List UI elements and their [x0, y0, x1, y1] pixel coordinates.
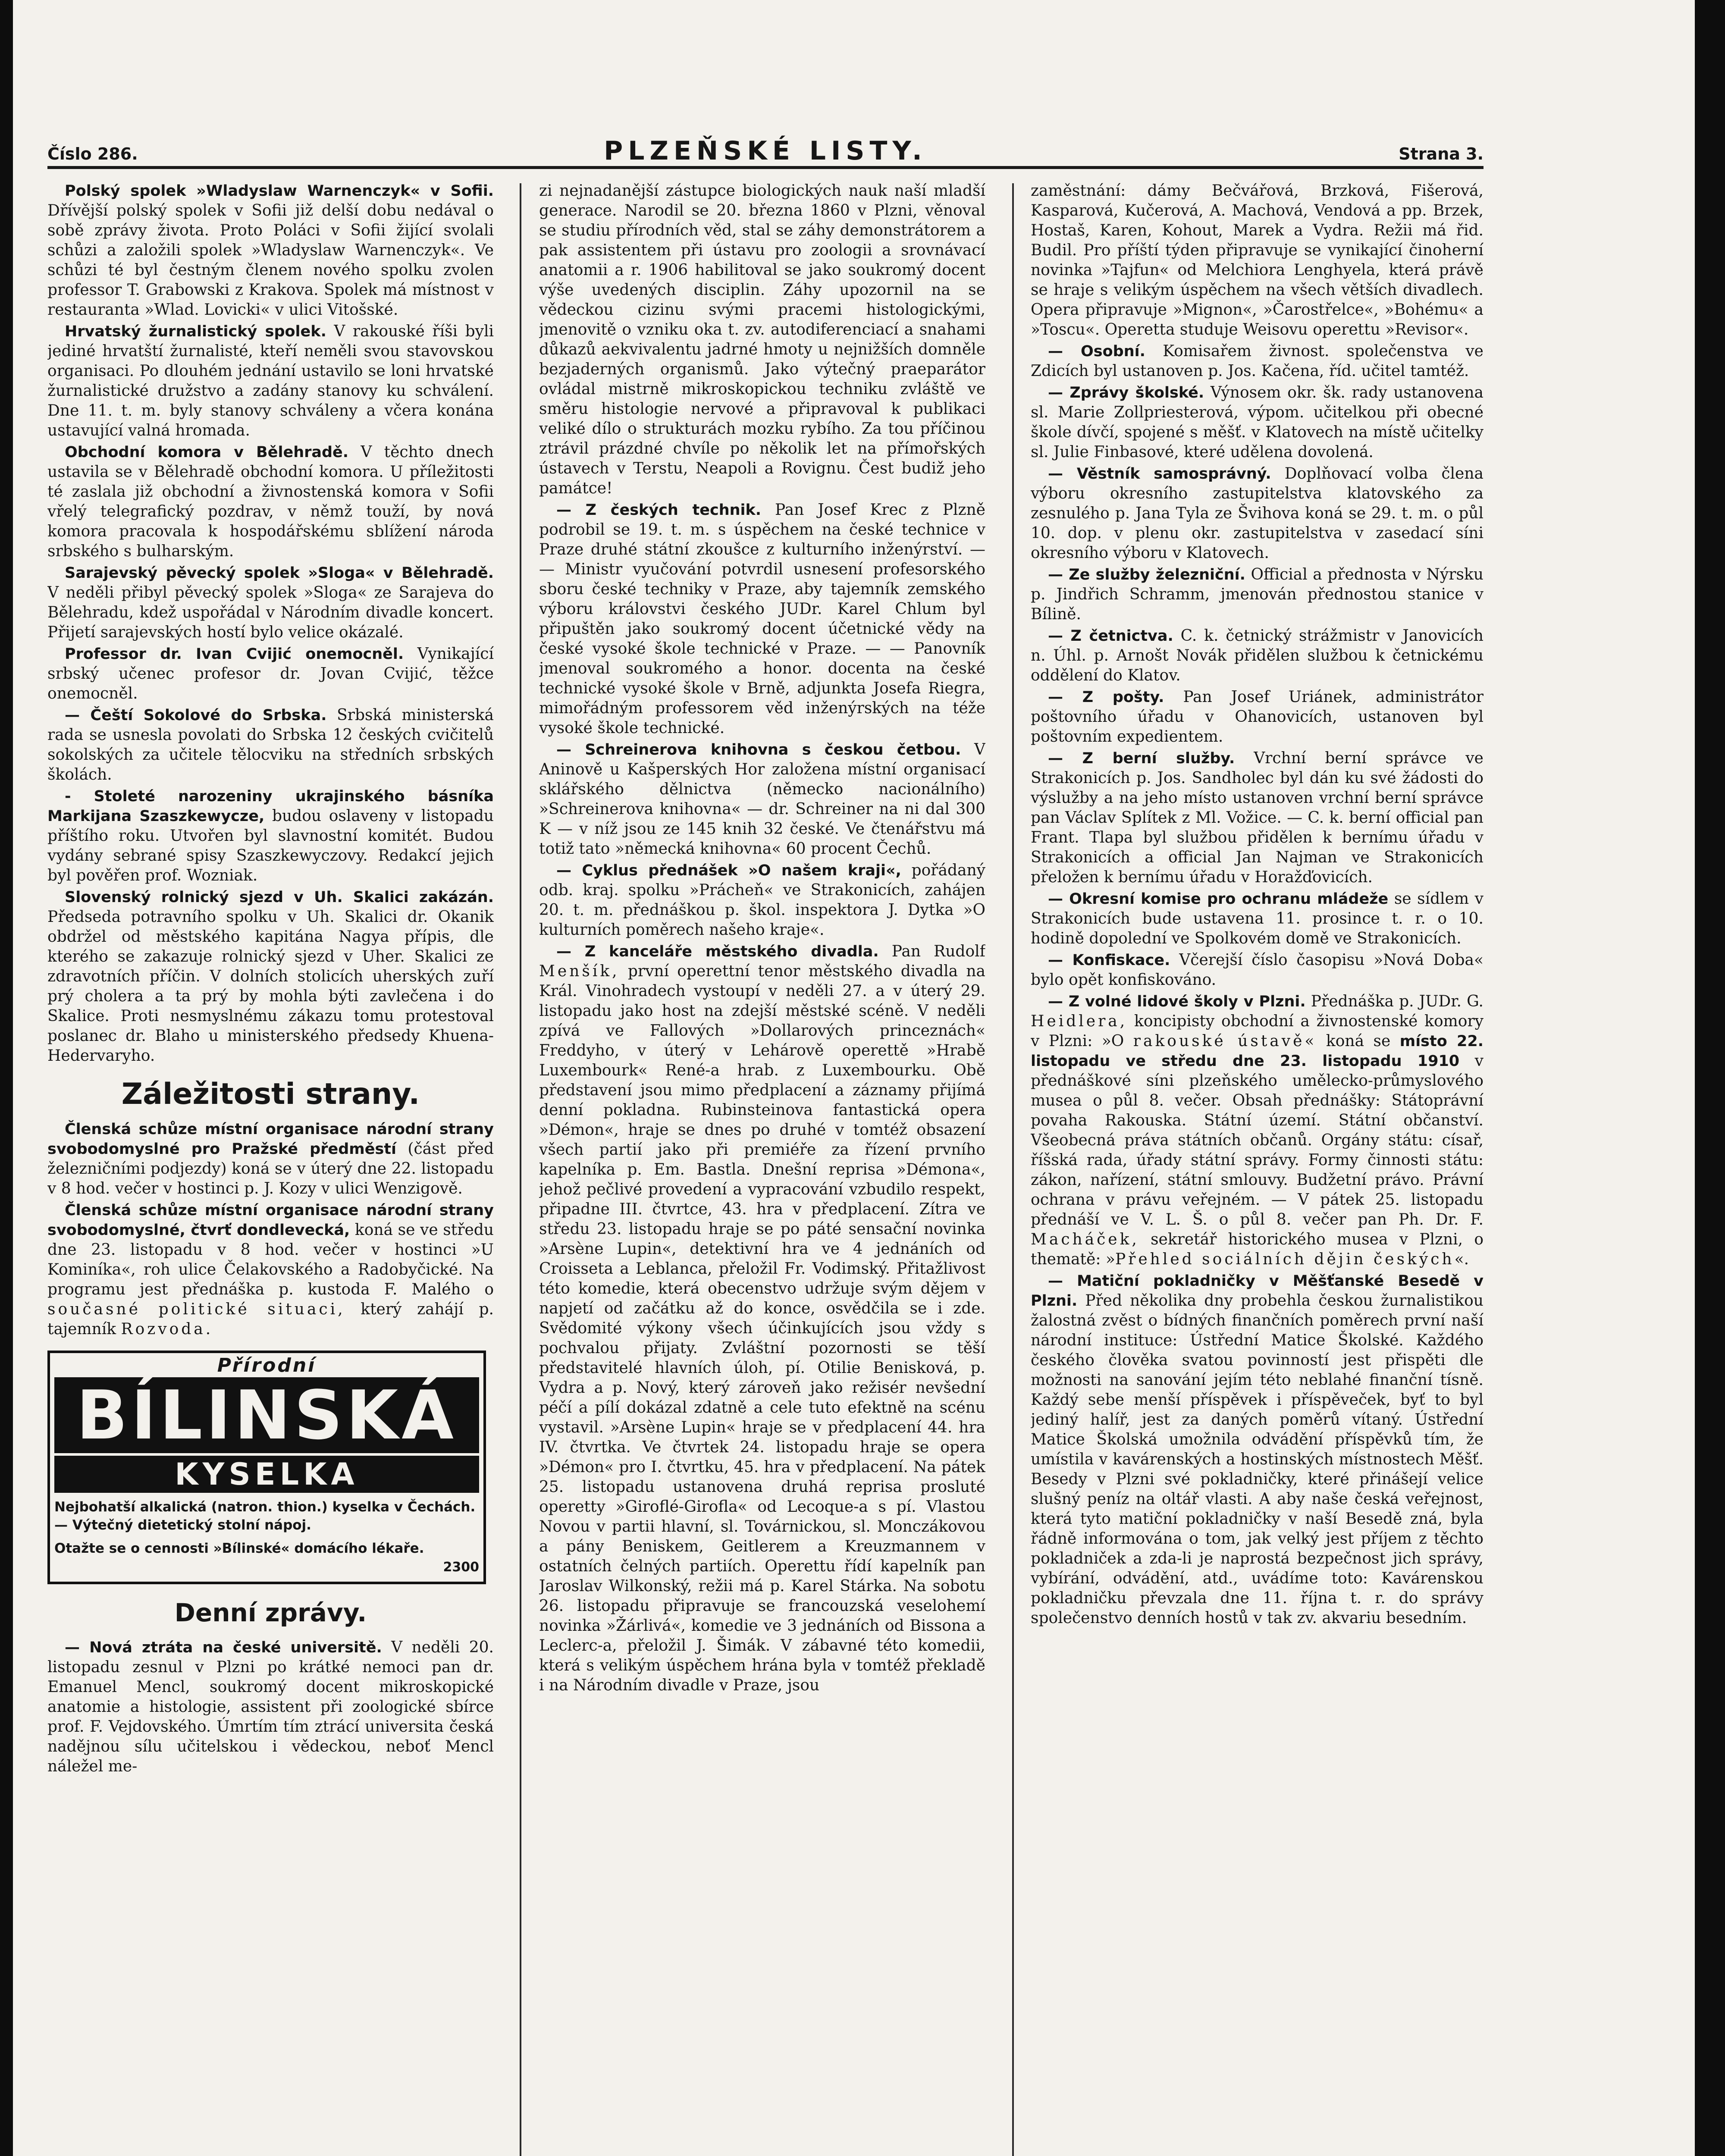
article [1031, 889, 1484, 949]
article-headline: Sarajevský pěvecký spolek »Sloga« v Bělehradě. [65, 564, 494, 582]
article-text: sekretář historického musea v Plzni, o thematě: » [1031, 1231, 1484, 1268]
article-headline: Obchodní komora v Bělehradě. [65, 444, 349, 461]
article [1031, 992, 1484, 1269]
advertisement-bilinska [47, 1351, 486, 1584]
article-text: Předseda potravního spolku v Uh. Skalici dr. Okanik obdržel od městského kapitána Nagya přípis, dle kterého se zakazuje rolnický sjezd v Uher. Skalici ze zdravotních příčin. V dolních stolicích uherských zuří prý cholera a ta prý by mohla býti zavlečena i do Skalice. Proti nesmyslnému zákazu tomu protestoval poslanec dr. Blaho u ministerského předsedy Khuena-Hedervaryho. [47, 908, 494, 1065]
article-text: (část před železničními podjezdy) koná se v úterý dne 22. listopadu v 8 hod. večer v hostinci p. J. Kozy v ulici Wenzigově. [47, 1140, 494, 1197]
article-headline: Členská schůze místní organisace národní strany svobodomyslné pro Pražské předměstí [47, 1121, 494, 1158]
column-rule [520, 183, 521, 2156]
article-headline: — Konfiskace. [1048, 952, 1170, 969]
section-heading-daily-news: Denní zprávy. [174, 1598, 367, 1627]
article [47, 787, 494, 886]
article-text: Pan Rudolf [891, 943, 985, 960]
article-text: pořádaný odb. kraj. spolku »Prácheň« ve Strakonicích, zahájen 20. t. m. přednáškou p. škol. inspektora J. Dytka »O kulturních poměrech našeho kraje«. [539, 862, 985, 939]
article-text: v přednáškové síni plzeňského umělecko-průmyslového musea o půl 8. večer. Obsah přednášky: Státoprávní povaha Rakouska. Státní území. Státní občanství. Všeobecná práva státních občanů. Orgány státu: císař, říšská rada, úřady státní správy. Formy činnosti státu: zákon, nařízení, státní smlouvy. Budžetní právo. Právní ochrana v právu veřejném. — V pátek 25. listopadu přednáší ve V. L. Š. o půl 8. večer pan Ph. Dr. F. [1031, 1052, 1484, 1228]
article [1031, 950, 1484, 990]
article-text: koná se ve středu dne 23. listopadu v 8 hod. večer v hostinci »U Kominíka«, roh ulice Čelakovského a Radobyčické. Na programu jest přednáška p. kustoda F. Malého o [47, 1221, 494, 1298]
article-text: Doplňovací volba člena výboru okresního zastupitelstva klatovského za zesnulého p. Jana Tyla ze Švihova koná se 29. t. m. o půl 10. dop. v plenu okr. zastupitelstva v zasedací síni okresního výboru v Klatovech. [1031, 465, 1484, 562]
spaced-text: rakouské ústavě« [1133, 1032, 1317, 1050]
article-headline: — Cyklus přednášek »O našem kraji«, [556, 862, 901, 879]
column-2 [539, 181, 985, 2156]
article-headline: Hrvatský žurnalistický spolek. [65, 323, 326, 340]
article-text: první operettní tenor městského divadla na Král. Vinohradech vystoupí v neděli 27. a v úterý 29. listopadu jako host na zdejší městské scéně. V neděli zpívá ve Fallových »Dollarových princeznách« Freddyho, v úterý v Lehárově operettě »Hrabě Luxembourk« René-a hrab. z Luxembourku. Obě představení jsou mimo předplacení a záznamy přijímá denní pokladna. Rubinsteinova fantastická opera »Démon«, hraje se dnes po druhé v tomtéž obsazení všech partií jako při premiéře za řízení prvního kapelníka p. Em. Bastla. Dnešní reprisa »Démona«, jehož pečlivé provedení a vypracování vzbudilo respekt, připadne III. čtvrtce, 43. hra v předplacení. Zítra ve středu 23. listopadu hraje se po páté sensační novinka »Arsène Lupin«, detektivní hra ve 4 jednáních od Croisseta a Leblanca, přeložil Fr. Vodimský. Přitažlivost této komedie, která obecenstvo udržuje svým dějem v napjetí od začátku až do konce, osvědčila se i zde. Svědomité výkony všech účinkujících jsou vždy s pochvalou přijaty. Zvláštní pozornosti se těší představitelé hlavních úloh, pí. Otilie Benisková, p. Vydra a p. Nový, který zároveň jako režisér nevšední péčí a pílí dokázal zdatně a cele tuto efektně na scénu vystavil. »Arsène Lupin« hraje se v předplacení 44. hra IV. čtvrtka. Ve čtvrtek 24. listopadu hraje se opera »Démon« pro I. čtvrtku, 45. hra v předplacení. Na pátek 25. listopadu ustanovena druhá reprisa prosluté operetty »Giroflé-Girofla« od Lecoque-a s pí. Vlastou Novou v partii hlavní, sl. Továrnickou, sl. Monczákovou a pány Beniskem, Geitlerem a Kreuzmannem v ostatních čelných partiích. Operettu řídí kapelník pan Jaroslav Wilkonský, režii má p. Karel Stárka. Na sobotu 26. listopadu připravuje se francouzská veselohemí novinka »Žárlivá«, komedie ve 3 jednáních od Bissona a Leclerc-a, přeložil J. Šimák. V zábavné této komedii, která s velikým úspěchem hrána byla v tomtéž překladě i na Národním divadle v Praze, jsou [539, 962, 985, 1694]
article-text: Včerejší číslo časopisu »Nová Doba« bylo opět konfiskováno. [1031, 951, 1484, 989]
article-headline: — Věstník samosprávný. [1048, 465, 1271, 483]
scan-edge-right [1695, 0, 1725, 2156]
article-headline: Slovenský rolnický sjezd v Uh. Skalici zakázán. [65, 889, 494, 906]
article-headline: - Stoleté narozeniny ukrajinského básníka Markijana Szaszkewycze, [47, 788, 494, 825]
article-text: Pan Josef Uriánek, administrátor poštovního úřadu v Ohanovicích, ustanoven byl poštovním expedientem. [1031, 688, 1484, 746]
scan-edge-left [0, 0, 13, 2156]
article-headline: Professor dr. Ivan Cvijić onemocněl. [65, 646, 404, 663]
column-3 [1031, 181, 1484, 2156]
spaced-name: Macháček, [1031, 1231, 1139, 1248]
ad-description: Otažte se o cennosti »Bílinské« domácího lékaře. [54, 1541, 424, 1556]
article [1031, 565, 1484, 624]
page-number: Strana 3. [1399, 144, 1484, 163]
article [47, 322, 494, 441]
article [539, 500, 985, 738]
article-text: Přednáška p. JUDr. G. [1311, 993, 1484, 1010]
ad-product: KYSELKA [54, 1456, 479, 1493]
article-text: «. [1454, 1250, 1469, 1268]
article-headline: — Ze služby železniční. [1048, 566, 1245, 583]
masthead-title: PLZEŇSKÉ LISTY. [604, 136, 927, 166]
article-text: zaměstnání: dámy Bečvářová, Brzková, Fišerová, Kasparová, Kučerová, A. Machová, Vendová a pp. Brzek, Hostaš, Karen, Kohout, Marek a Vydra. Režii má řid. Budil. Pro příští týden připravuje se vynikající činoherní novinka »Tajfun« od Melchiora Lenghyela, která právě se hraje s velikým úspěchem na všech větších divadlech. Opera připravuje »Mignon«, »Čarostřelce«, »Bohému« a »Toscu«. Operetta studuje Weisovu operettu »Revisor«. [1031, 182, 1484, 338]
article-headline: — Z četnictva. [1048, 627, 1173, 645]
article-text: koncipisty obchodní a živnostenské komory v Plzni: »O [1031, 1012, 1484, 1050]
article [1031, 687, 1484, 747]
article [539, 942, 985, 1695]
article [47, 1200, 494, 1339]
article-text: Vrchní berní správce ve Strakonicích p. Jos. Sandholec byl dán ku své žádosti do výslužby a na jeho místo ustanoven vrchní berní správce pan Václav Splítek z Ml. Vožice. — C. k. berní official pan Frant. Tlapa byl službou přidělen k bernímu úřadu v Strakonicích a official Jan Najman ve Strakonicích přeložen k bernímu úřadu v Horažďovicích. [1031, 749, 1484, 886]
article-headline: — Matiční pokladničky v Měšťanské Besedě v Plzni. [1031, 1272, 1484, 1310]
article-text: V rakouské říši byli jediné hrvatští žurnalisté, kteří neměli svou stavovskou organisaci. Po dlouhém jednání ustavilo se loni hrvatské žurnalistické družstvo a zadány stanovy ku schválení. Dne 11. t. m. byly stanovy schváleny a včera konána ustavující valná hromada. [47, 323, 494, 439]
article-text: se sídlem v Strakonicích bude ustavena 11. prosince t. r. o 10. hodině dopolední ve Spolkovém domě ve Strakonicích. [1031, 890, 1484, 947]
article [539, 861, 985, 940]
article [47, 442, 494, 561]
article-headline: — Z kanceláře městského divadla. [556, 943, 879, 960]
article [47, 705, 494, 785]
article-text: Pan Josef Krec z Plzně podrobil se 19. t. m. s úspěchem na české technice v Praze druhé státní zkoušce z kulturního inženýrství. — — Ministr vyučování potvrdil usnesení profesorského sboru české techniky v Praze, aby tajemník zemského výboru královstvi českého JUDr. Karel Chlum byl připuštěn jako soukromý docent účetnické vědy na české vysoké škole technické v Praze. — — Panovník jmenoval soukromého a honor. docenta na české technické vysoké škole v Brně, adjunkta Josefa Riegra, mimořádným professorem věd inženýrských na téže vysoké škole technické. [539, 501, 985, 737]
spaced-name: Menšík, [539, 962, 620, 980]
article [47, 1119, 494, 1199]
article-text: Dřívější polský spolek v Sofii již delší dobu nedával o sobě zprávy života. Proto Poláci v Sofii žijící svolali schůzi a založili spolek »Wladyslaw Warnenczyk«. Ve schůzi té byl čestným členem nového spolku zvolen professor T. Grabowski z Krakova. Spolek má místnost v restauranta »Wlad. Lovicki« v ulici Vitošské. [47, 202, 494, 319]
article [1031, 1271, 1484, 1628]
article-text: Před několika dny probehla českou žurnalistikou žalostná zvěst o bídných finančních poměrech první naší národní instituce: Ústřední Matice Školské. Každého českého člověka svatou povinností jest přispěti dle možnosti na sanování jejím této neblahé finanční tísně. Každý sebe menší příspěvek i příspěveček, byť to byl jediný halíř, jest za daných poměrů vítaný. Ústřední Matice Školská umožnila odvádění příspěvků tím, že umístila v kavárenských a hostinských místnostech Měšť. Besedy v Plzni své pokladničky, které přinášejí velice slušný peníz na oltář vlasti. A aby naše česká veřejnost, která tyto matiční pokladničky v naší Besedě zná, byla řádně informována o tom, jak velký jest příjem z těchto pokladniček a zda-li je naprostá bezpečnost jich správy, vybírání, odvádění, atd., uvádíme toto: Kavárenskou pokladničku převzala dne 11. října t. r. do správy společenstvo denních hostů v tak zv. akvariu besedním. [1031, 1292, 1484, 1627]
column-1 [47, 181, 494, 2156]
article [47, 887, 494, 1066]
article-text: koná se [1326, 1032, 1391, 1050]
article-text: V Aninově u Kašperských Hor založena místní organisací sklářského dělnictva (německo nacionálního) »Schreinerova knihovna« — dr. Schreiner na ni dal 300 K — v níž jsou ze 145 knih 32 české. Ve čtenářstvu má totiž tato »německá knihovna« 60 procent Čechů. [539, 741, 985, 858]
article [47, 1638, 494, 1777]
article-headline: — Z pošty. [1048, 689, 1164, 706]
article [1031, 464, 1484, 563]
article-text: Komisařem živnost. společenstva ve Zdicích byl ustanoven p. Jos. Kačena, říd. učitel tamtéž. [1031, 342, 1484, 380]
article-headline: — Nová ztráta na české universitě. [65, 1639, 382, 1656]
section-heading-party: Záležitosti strany. [121, 1077, 420, 1111]
article-continued [1031, 181, 1484, 340]
article-text: který zahájí p. tajemník [47, 1300, 494, 1338]
article-text: C. k. četnický strážmistr v Janovicích n. Úhl. p. Arnošt Novák přidělen službou k četnickému oddělení do Klatov. [1031, 627, 1484, 684]
article-continued [539, 181, 985, 498]
spaced-text: současné politické situaci, [47, 1300, 345, 1318]
article-text: Srbská ministerská rada se usnesla povolati do Srbska 12 českých cvičitelů sokolských za učitele tělocviku na středních srbských školách. [47, 706, 494, 783]
article-headline: — Čeští Sokolové do Srbska. [65, 707, 327, 724]
article-headline: Členská schůze místní organisace národní strany svobodomyslné, čtvrť dondlevecká, [47, 1202, 494, 1239]
article [47, 644, 494, 704]
article-headline: — Okresní komise pro ochranu mládeže [1048, 890, 1389, 908]
article [539, 740, 985, 859]
article-headline: — Schreinerova knihovna s českou četbou. [556, 741, 961, 758]
ad-code: 2300 [443, 1560, 479, 1575]
issue-number: Číslo 286. [47, 144, 138, 163]
column-rule [1012, 183, 1014, 2156]
article-text: V neděli 20. listopadu zesnul v Plzni po krátké nemoci pan dr. Emanuel Mencl, soukromý docent mikroskopické anatomie a histologie, assistent při zoologické sbírce prof. F. Vejdovského. Úmrtím tím ztrácí universita česká nadějnou sílu učitelskou i vědeckou, neboť Mencl náležel me- [47, 1639, 494, 1775]
spaced-name: Rozvoda. [121, 1320, 213, 1338]
article [1031, 383, 1484, 462]
article-text: zi nejnadanější zástupce biologických nauk naší mladší generace. Narodil se 20. března 1860 v Plzni, věnoval se studiu přírodních věd, stal se záhy demonstrátorem a pak assistentem při ústavu pro zoologii a srovnávací anatomii a r. 1906 habilitoval se jako soukromý docent výše uvedených disciplin. Záhy upozornil na se vědeckou cizinu svými pracemi histologickými, jmenovitě o vzniku oka t. zv. autodiferenciací a snahami důkazů aekvivalentu jadrné hmoty u nejnižších domněle bezjaderných organismů. Jako výtečný praeparátor ovládal mistrně mikroskopickou techniku zvláště ve směru histologie nervové a připravoval k publikaci veliké dílo o strukturách mozku rybího. Za tou příčinou ztrávil prázdné chvíle po několik let na přímořských ústavech v Terstu, Neapoli a Rovignu. Čest budiž jeho památce! [539, 182, 985, 497]
article-text: V těchto dnech ustavila se v Bělehradě obchodní komora. U příležitosti té zaslala již obchodní a živnostenská komora v Sofii vřelý telegrafický pozdrav, v němž touží, by nová komora pracovala k hospodářskému sblížení národa srbského s bulharským. [47, 443, 494, 560]
article-text: Výnosem okr. šk. rady ustanovena sl. Marie Zollpriesterová, výpom. učitelkou při obecné škole dívčí, spojené s měšť. v Klatovech na místě učitelky sl. Julie Finbasové, které udělena dovolená. [1031, 384, 1484, 461]
article-headline: — Z berní služby. [1048, 750, 1235, 767]
article [1031, 749, 1484, 887]
bold-text: místo 22. listopadu ve středu dne 23. listopadu 1910 [1031, 1033, 1484, 1070]
article-headline: — Z volné lidové školy v Plzni. [1048, 993, 1306, 1010]
spaced-name: Heidlera, [1031, 1012, 1128, 1030]
article [47, 181, 494, 320]
article [1031, 626, 1484, 686]
article-headline: — Z českých technik. [556, 501, 762, 519]
article [1031, 342, 1484, 381]
article-headline: — Osobní. [1048, 343, 1145, 360]
article-text: V neděli přibyl pěvecký spolek »Sloga« ze Sarajeva do Bělehradu, kdež uspořádal v Národním divadle koncert. Přijetí sarajevských hostí bylo velice okázalé. [47, 584, 494, 641]
ad-brand: BÍLINSKÁ [54, 1377, 479, 1453]
article-headline: — Zprávy školské. [1048, 384, 1204, 401]
header-rule [47, 166, 1484, 169]
article-text: Official a přednosta v Nýrsku p. Jindřich Schramm, jmenován přednostou stanice v Bílině. [1031, 566, 1484, 623]
ad-tagline: Přírodní [217, 1354, 317, 1376]
newspaper-page [47, 116, 1484, 2156]
article-text: budou oslaveny v listopadu příštího roku. Utvořen byl slavnostní komitét. Budou vydány sebrané spisy Szaszkewyczovy. Redakcí jejich byl pověřen prof. Wozniak. [47, 807, 494, 884]
article-text: Vynikající srbský učenec profesor dr. Jovan Cvijić, těžce onemocněl. [47, 645, 494, 702]
article-headline: Polský spolek »Wladyslaw Warnenczyk« v Sofii. [65, 182, 494, 200]
article [47, 563, 494, 642]
spaced-text: Přehled sociálních dějin českých [1115, 1250, 1455, 1268]
ad-description: Nejbohatší alkalická (natron. thion.) kyselka v Čechách. — Výtečný dietetický stolní nápoj. [54, 1499, 476, 1533]
